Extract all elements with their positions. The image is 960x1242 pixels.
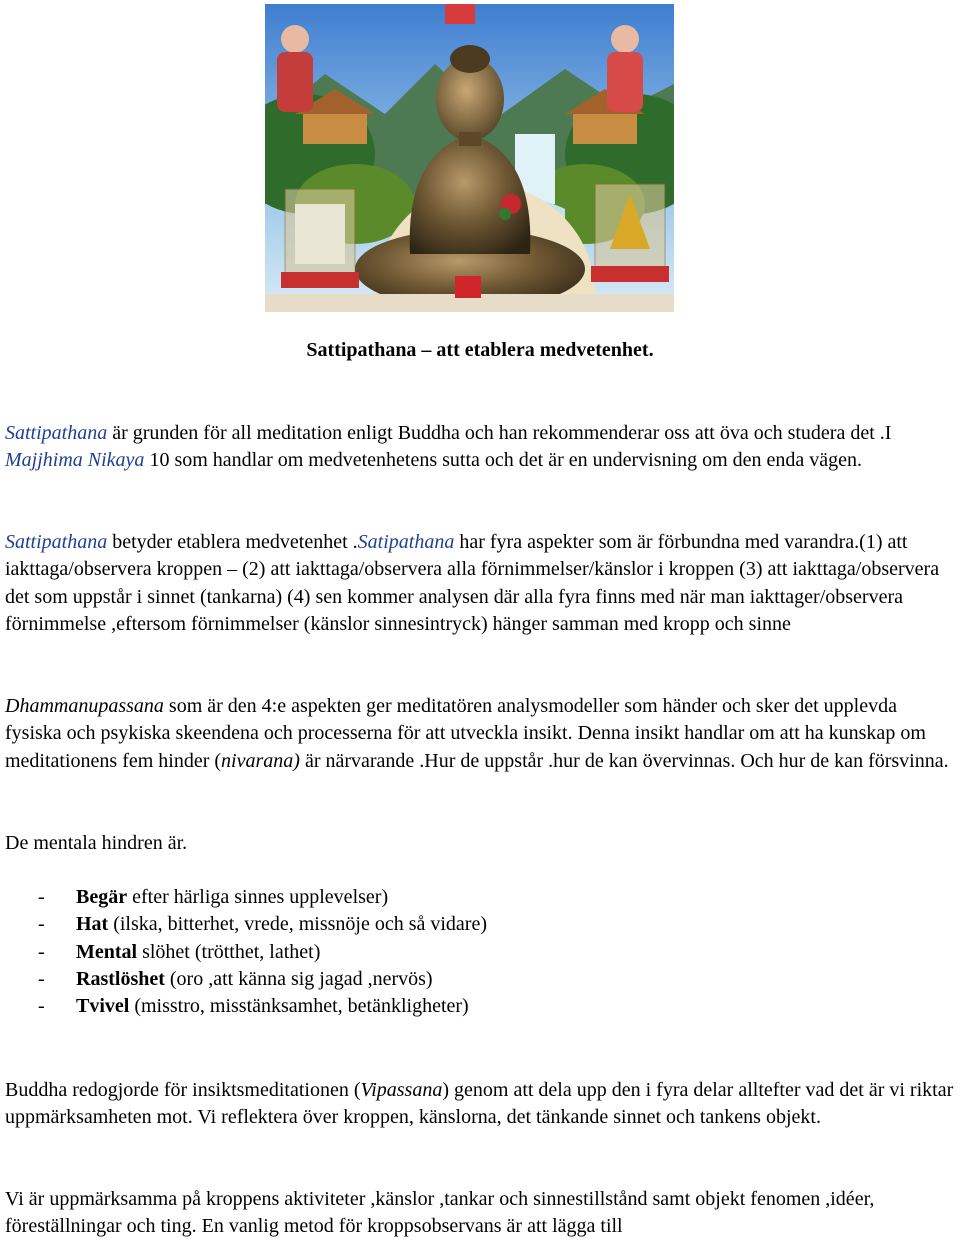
aspects-paragraph	[5, 529, 955, 638]
text-span: ) genom att dela upp den i fyra delar alltefter vad det är vi riktar uppmärksamheten mot. Vi reflektera över kroppen, känslorna, det tänkande sinnet och tankens objekt.	[5, 1079, 954, 1129]
hindrance-description: slöhet (trötthet, lathet)	[137, 940, 321, 963]
hindrance-name: Tvivel	[76, 995, 130, 1018]
term-majjhima-nikaya: Majjhima Nikaya	[5, 449, 145, 472]
list-item	[0, 911, 487, 938]
list-item	[0, 939, 487, 966]
hindrance-description: (ilska, bitterhet, vrede, missnöje och så vidare)	[108, 913, 487, 936]
list-item	[0, 884, 487, 911]
term-vipassana: Vipassana	[360, 1079, 443, 1101]
term-sattipathana: Sattipathana	[5, 531, 108, 553]
hindrances-intro: De mentala hindren är.	[5, 832, 188, 854]
vipassana-paragraph	[5, 1077, 955, 1132]
dhammanupassana-paragraph	[5, 693, 955, 775]
text-span: betyder etablera medvetenhet .	[107, 531, 358, 553]
list-dash: -	[38, 995, 45, 1018]
term-satipathana: Satipathana	[357, 531, 455, 553]
term-dhammanupassana: Dhammanupassana	[5, 695, 164, 717]
hindrance-name: Begär	[76, 886, 128, 908]
term-nivarana: nivarana)	[221, 749, 300, 772]
text-span: 10 som handlar om medvetenhetens sutta och det är en undervisning om den enda vägen.	[144, 449, 863, 472]
list-dash: -	[38, 940, 45, 963]
text-span: är grunden för all meditation enligt Buddha och han rekommenderar oss att öva och studera det .I	[107, 422, 892, 444]
buddha-statue-photo-icon	[265, 4, 674, 312]
hindrance-description: efter härliga sinnes upplevelser)	[127, 886, 389, 908]
list-dash: -	[38, 967, 45, 990]
hindrance-name: Rastlöshet	[76, 967, 165, 990]
text-span: Buddha redogjorde för insiktsmeditationen (	[5, 1079, 361, 1101]
hindrance-name: Hat	[76, 913, 109, 936]
page-title: Sattipathana – att etablera medvetenhet.	[306, 339, 654, 361]
text-span: som är den 4:e aspekten ger meditatören analysmodeller som händer och sker det upplevda fysiska och psykiska skeendena och processerna för att utveckla insikt. Denna insikt handlar om att ha kunskap om meditationens fem hinder (	[5, 695, 926, 772]
list-item	[0, 966, 487, 993]
buddha-photo	[265, 4, 674, 312]
text-span: har fyra aspekter som är förbundna med varandra.(1) att iakttaga/observera kroppen – (2) att iakttaga/observera alla förnimmelser/känslor i kroppen (3) att iakttaga/observera det som uppstår i sinnet (tankarna) (4) sen kommer analysen där alla fyra finns med när man iakttager/observera förnimmelse ,eftersom förnimmelser (känslor sinnesintryck) hänger samman med kropp och sinne	[5, 531, 940, 635]
term-sattipathana: Sattipathana	[5, 422, 108, 444]
intro-paragraph	[5, 420, 955, 475]
list-item	[0, 993, 487, 1020]
hindrance-description: (oro ,att känna sig jagad ,nervös)	[164, 967, 433, 990]
list-dash: -	[38, 913, 45, 936]
text-span: är närvarande .Hur de uppstår .hur de kan övervinnas. Och hur de kan försvinna.	[299, 749, 949, 772]
hindrance-description: (misstro, misstänksamhet, betänkligheter)	[129, 995, 469, 1018]
list-dash: -	[38, 886, 45, 908]
hindrance-name: Mental	[76, 940, 138, 963]
hindrances-list	[0, 884, 487, 1020]
observation-paragraph: Vi är uppmärksamma på kroppens aktiviteter ,känslor ,tankar och sinnestillstånd samt objekt fenomen ,idéer, föreställningar och ting. En vanlig metod för kroppsobservans är att lägga till	[5, 1188, 875, 1238]
